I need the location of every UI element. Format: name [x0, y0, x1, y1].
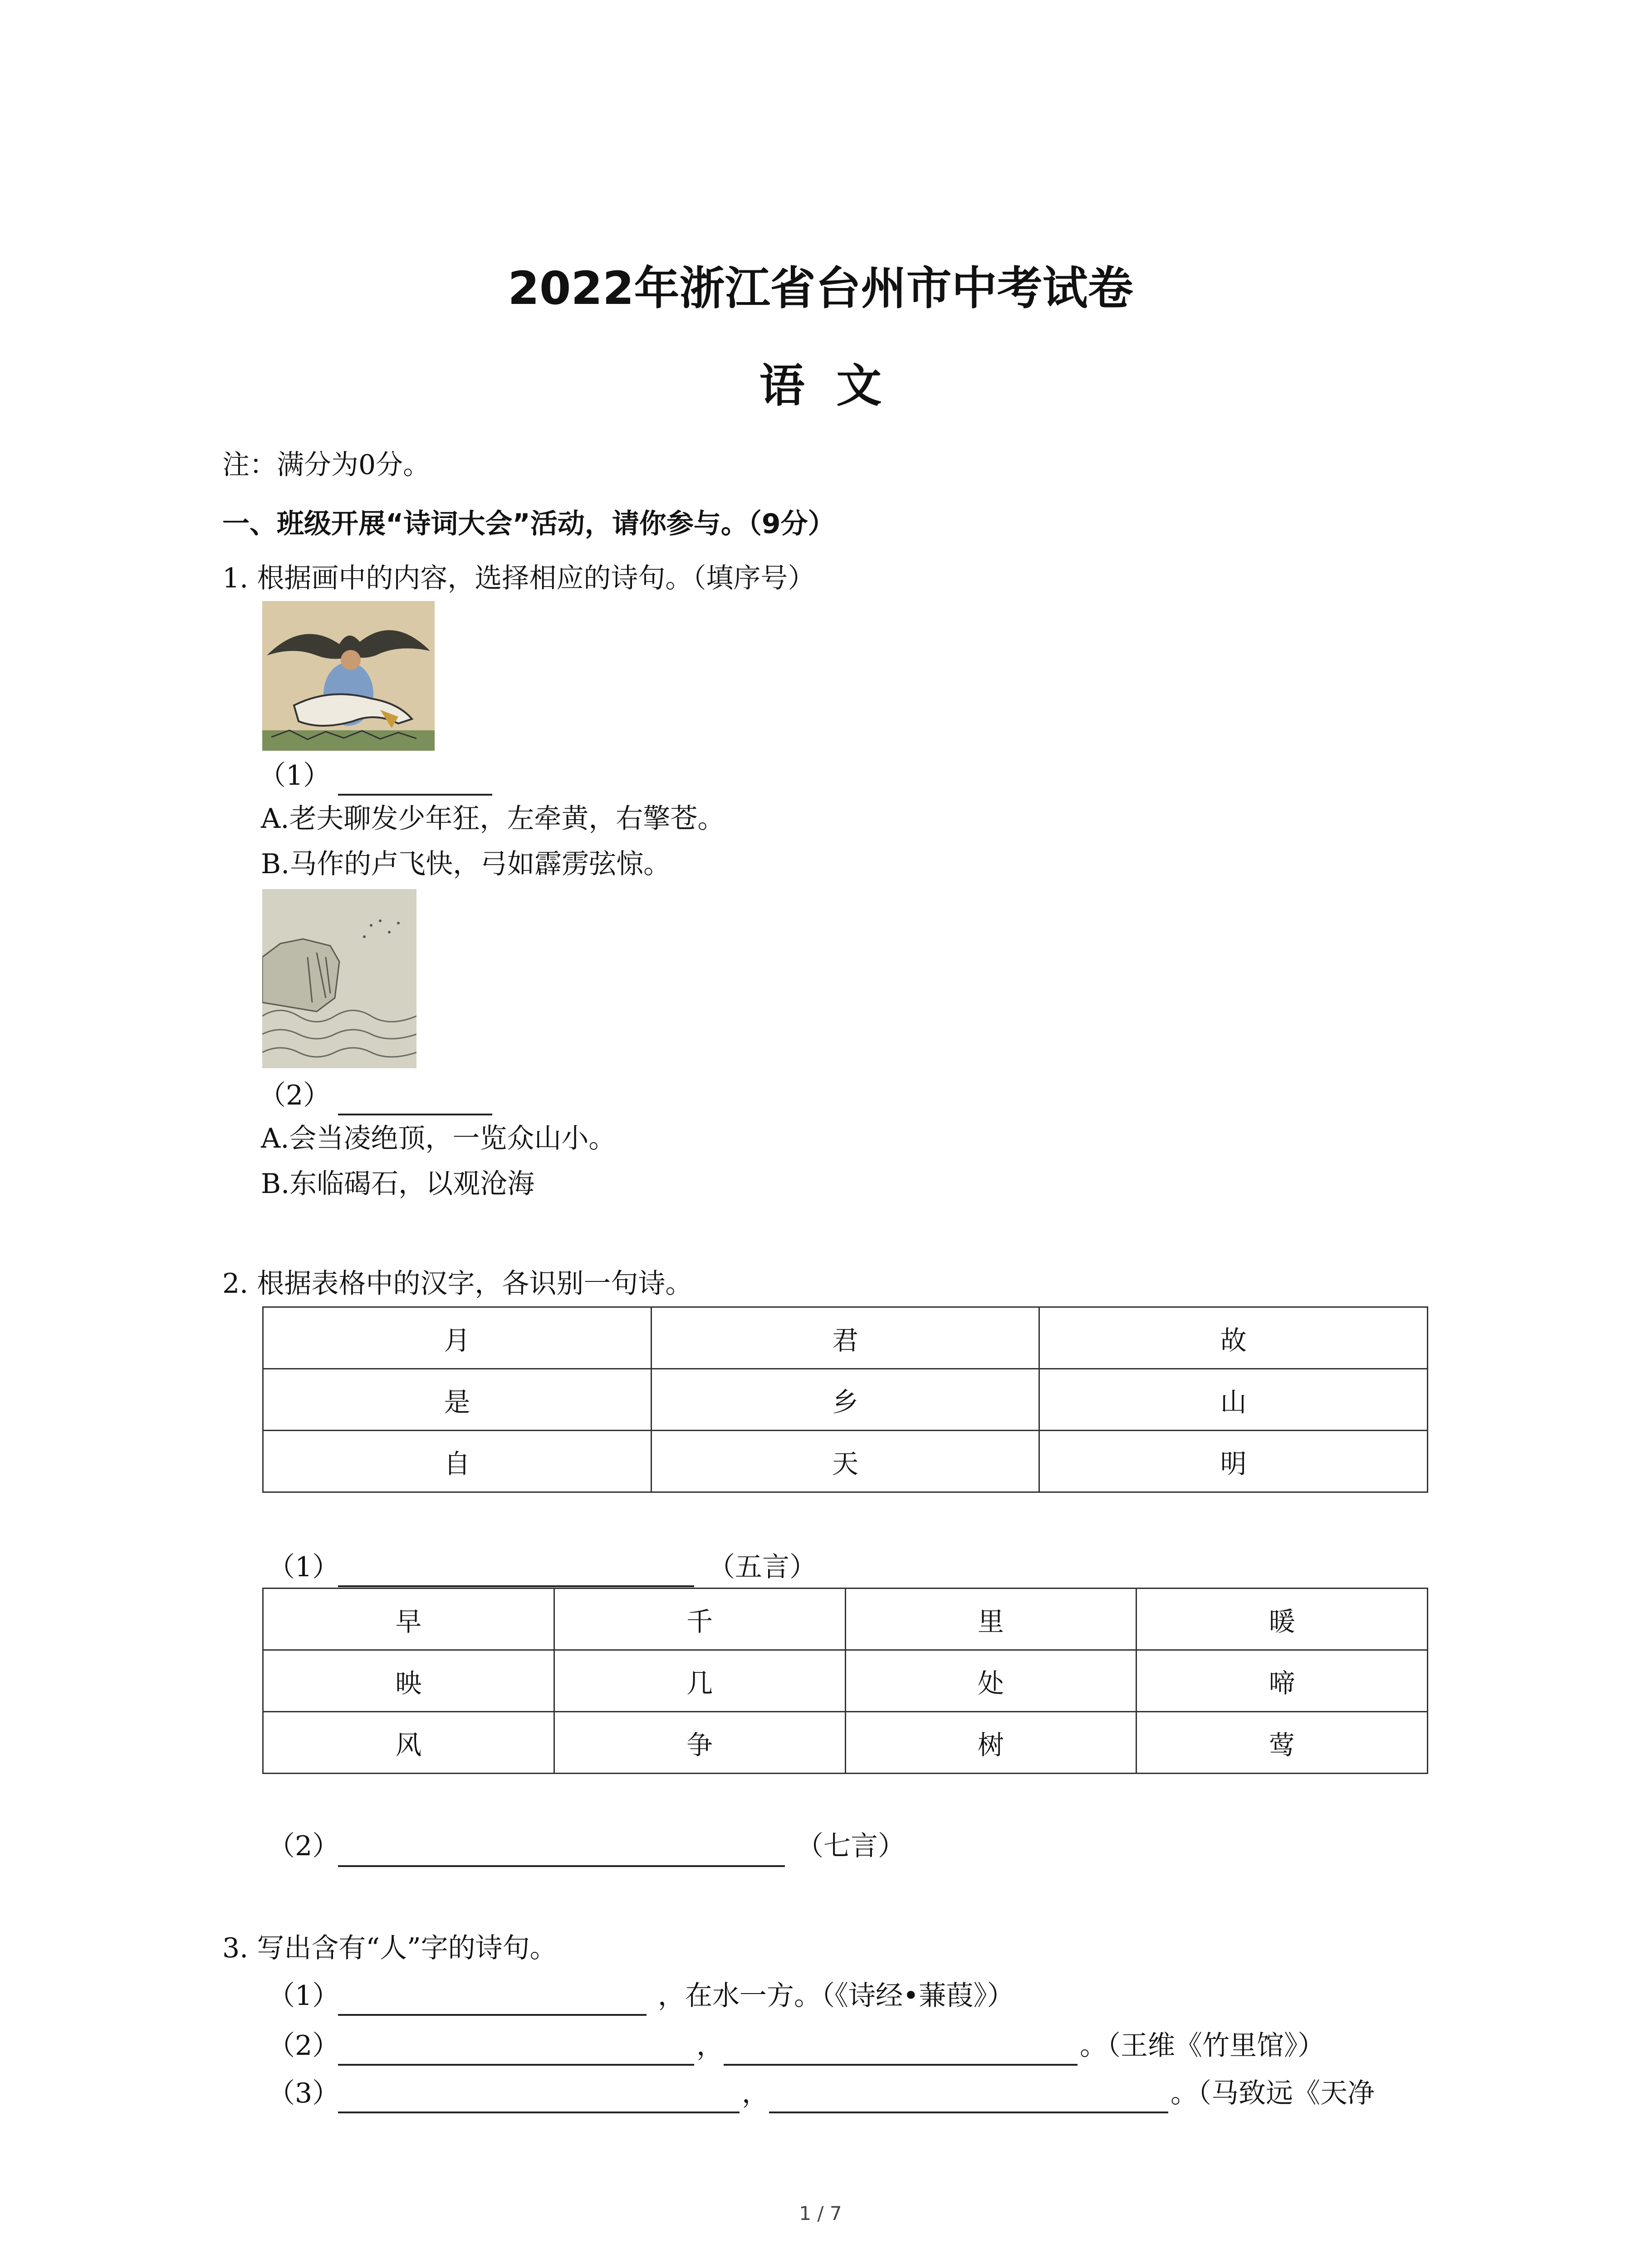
grid-cell: 莺 — [1136, 1712, 1428, 1774]
grid-cell: 啼 — [1136, 1650, 1428, 1712]
q3-line3-answer-blank-b[interactable] — [769, 2112, 1168, 2113]
q1-part1-option-b: B.马作的卢飞快，弓如霹雳弦惊。 — [261, 848, 671, 880]
q3-line2-comma: ， — [696, 2030, 724, 2062]
q3-line2-number: （2） — [268, 2030, 340, 2062]
q1-part2-answer-blank[interactable] — [338, 1114, 492, 1115]
grid-cell: 早 — [263, 1589, 554, 1650]
section-heading: 一、班级开展“诗词大会”活动，请你参与。（9分） — [222, 508, 835, 540]
grid-cell: 暖 — [1136, 1589, 1428, 1650]
grid-cell: 处 — [845, 1650, 1136, 1712]
grid-cell: 君 — [651, 1307, 1039, 1369]
q2-part2-answer-blank[interactable] — [338, 1865, 785, 1867]
q3-line3-text: 。（马致远《天净 — [1171, 2077, 1375, 2109]
page-title: 2022年浙江省台州市中考试卷 — [508, 262, 1133, 315]
grid-cell: 争 — [554, 1712, 845, 1774]
q1-part2-option-a: A.会当凌绝顶，一览众山小。 — [261, 1123, 616, 1154]
grid-cell: 天 — [651, 1431, 1039, 1492]
q3-line1-text: ，在水一方。（《诗经•蒹葭》） — [658, 1980, 1014, 2012]
q3-line2-text: 。（王维《竹里馆》） — [1080, 2030, 1325, 2062]
q2-part1-number: （1） — [268, 1551, 340, 1583]
grid-cell: 映 — [263, 1650, 554, 1712]
grid-cell: 是 — [263, 1369, 652, 1431]
q3-line1-answer-blank[interactable] — [338, 2014, 647, 2016]
question-1-stem: 1. 根据画中的内容，选择相应的诗句。（填序号） — [222, 562, 815, 594]
q3-line3-number: （3） — [268, 2077, 340, 2109]
q2-part1-answer-blank[interactable] — [338, 1585, 694, 1587]
question-3-stem: 3. 写出含有“人”字的诗句。 — [222, 1932, 557, 1964]
character-grid-1 — [262, 1306, 1428, 1493]
grid-cell: 树 — [845, 1712, 1136, 1774]
q3-line3-comma: ， — [742, 2077, 769, 2109]
question-2-stem: 2. 根据表格中的汉字，各识别一句诗。 — [222, 1268, 693, 1300]
character-grid-2 — [262, 1588, 1428, 1774]
q1-part1-number: （1） — [259, 760, 331, 792]
grid-cell: 千 — [554, 1589, 845, 1650]
q3-line1-number: （1） — [268, 1980, 340, 2012]
score-note: 注：满分为0分。 — [222, 449, 431, 481]
grid-cell: 明 — [1039, 1431, 1428, 1492]
grid-cell: 乡 — [651, 1369, 1039, 1431]
grid-cell: 月 — [263, 1307, 652, 1369]
q1-part1-answer-blank[interactable] — [338, 794, 492, 796]
q2-part2-number: （2） — [268, 1830, 340, 1862]
page-number: 1 / 7 — [799, 2202, 842, 2224]
grid-cell: 里 — [845, 1589, 1136, 1650]
grid-cell: 故 — [1039, 1307, 1428, 1369]
q1-part2-number: （2） — [259, 1080, 331, 1111]
grid-cell: 山 — [1039, 1369, 1428, 1431]
q2-part1-suffix: （五言） — [708, 1551, 817, 1583]
painting-seaside-image — [262, 889, 416, 1068]
q3-line2-answer-blank-b[interactable] — [724, 2064, 1078, 2066]
page-subtitle: 语 文 — [759, 359, 882, 412]
grid-cell: 几 — [554, 1650, 845, 1712]
q1-part1-option-a: A.老夫聊发少年狂，左牵黄，右擎苍。 — [261, 803, 725, 835]
q3-line2-answer-blank-a[interactable] — [338, 2064, 694, 2066]
q1-part2-option-b: B.东临碣石，以观沧海 — [261, 1168, 535, 1200]
painting-hunting-image — [262, 601, 435, 751]
grid-cell: 风 — [263, 1712, 554, 1774]
q3-line3-answer-blank-a[interactable] — [338, 2112, 740, 2113]
q2-part2-suffix: （七言） — [796, 1830, 905, 1862]
grid-cell: 自 — [263, 1431, 652, 1492]
